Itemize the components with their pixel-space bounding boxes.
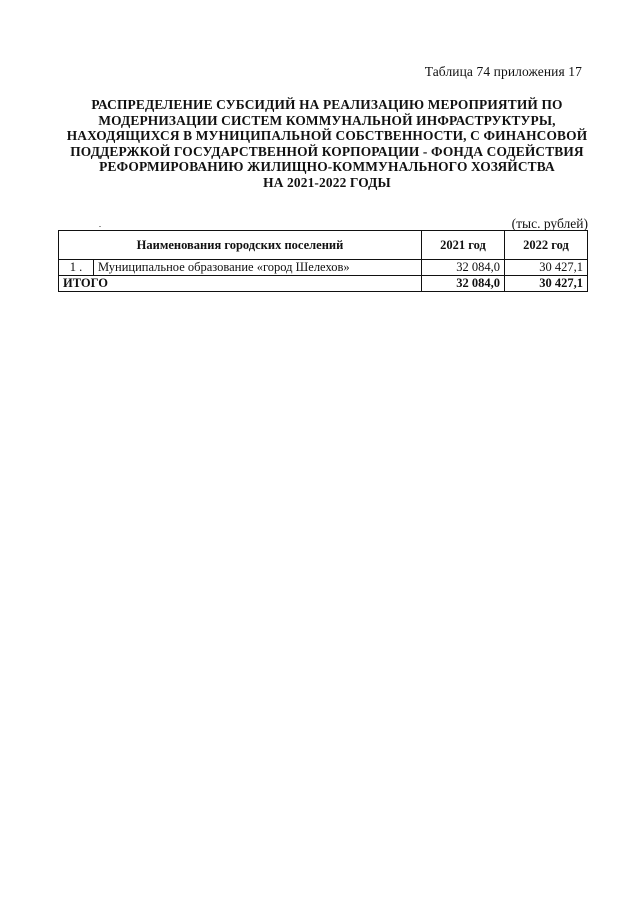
- title-line: РЕФОРМИРОВАНИЮ ЖИЛИЩНО-КОММУНАЛЬНОГО ХОЗЯЙСТВА: [99, 159, 555, 175]
- table-reference: Таблица 74 приложения 17: [424, 64, 582, 79]
- units-label: (тыс. рублей): [511, 216, 588, 231]
- title-line: ПОДДЕРЖКОЙ ГОСУДАРСТВЕННОЙ КОРПОРАЦИИ - ФОНДА СОДЕЙСТВИЯ: [70, 143, 584, 159]
- header-2022: 2022 год: [505, 231, 588, 260]
- row-value-2021: 32 084,0: [422, 260, 505, 276]
- total-label: ИТОГО: [59, 276, 422, 292]
- total-row: [59, 276, 588, 292]
- total-value-2021: 32 084,0: [422, 276, 505, 292]
- subsidy-table: [58, 230, 588, 292]
- table-row: [59, 260, 588, 276]
- document-title: [50, 97, 604, 191]
- scan-artifact: [99, 226, 101, 227]
- title-line: НАХОДЯЩИХСЯ В МУНИЦИПАЛЬНОЙ СОБСТВЕННОСТИ, С ФИНАНСОВОЙ: [66, 128, 588, 144]
- title-line: МОДЕРНИЗАЦИИ СИСТЕМ КОММУНАЛЬНОЙ ИНФРАСТРУКТУРЫ,: [98, 112, 556, 128]
- row-name: Муниципальное образование «город Шелехов»: [94, 260, 422, 276]
- title-line: НА 2021-2022 ГОДЫ: [263, 174, 391, 190]
- title-line: РАСПРЕДЕЛЕНИЕ СУБСИДИЙ НА РЕАЛИЗАЦИЮ МЕРОПРИЯТИЙ ПО: [91, 97, 563, 112]
- row-value-2022: 30 427,1: [505, 260, 588, 276]
- total-value-2022: 30 427,1: [505, 276, 588, 292]
- header-name: Наименования городских поселений: [59, 231, 422, 260]
- header-2021: 2021 год: [422, 231, 505, 260]
- row-number: 1 .: [59, 260, 94, 276]
- table-header-row: [59, 231, 588, 260]
